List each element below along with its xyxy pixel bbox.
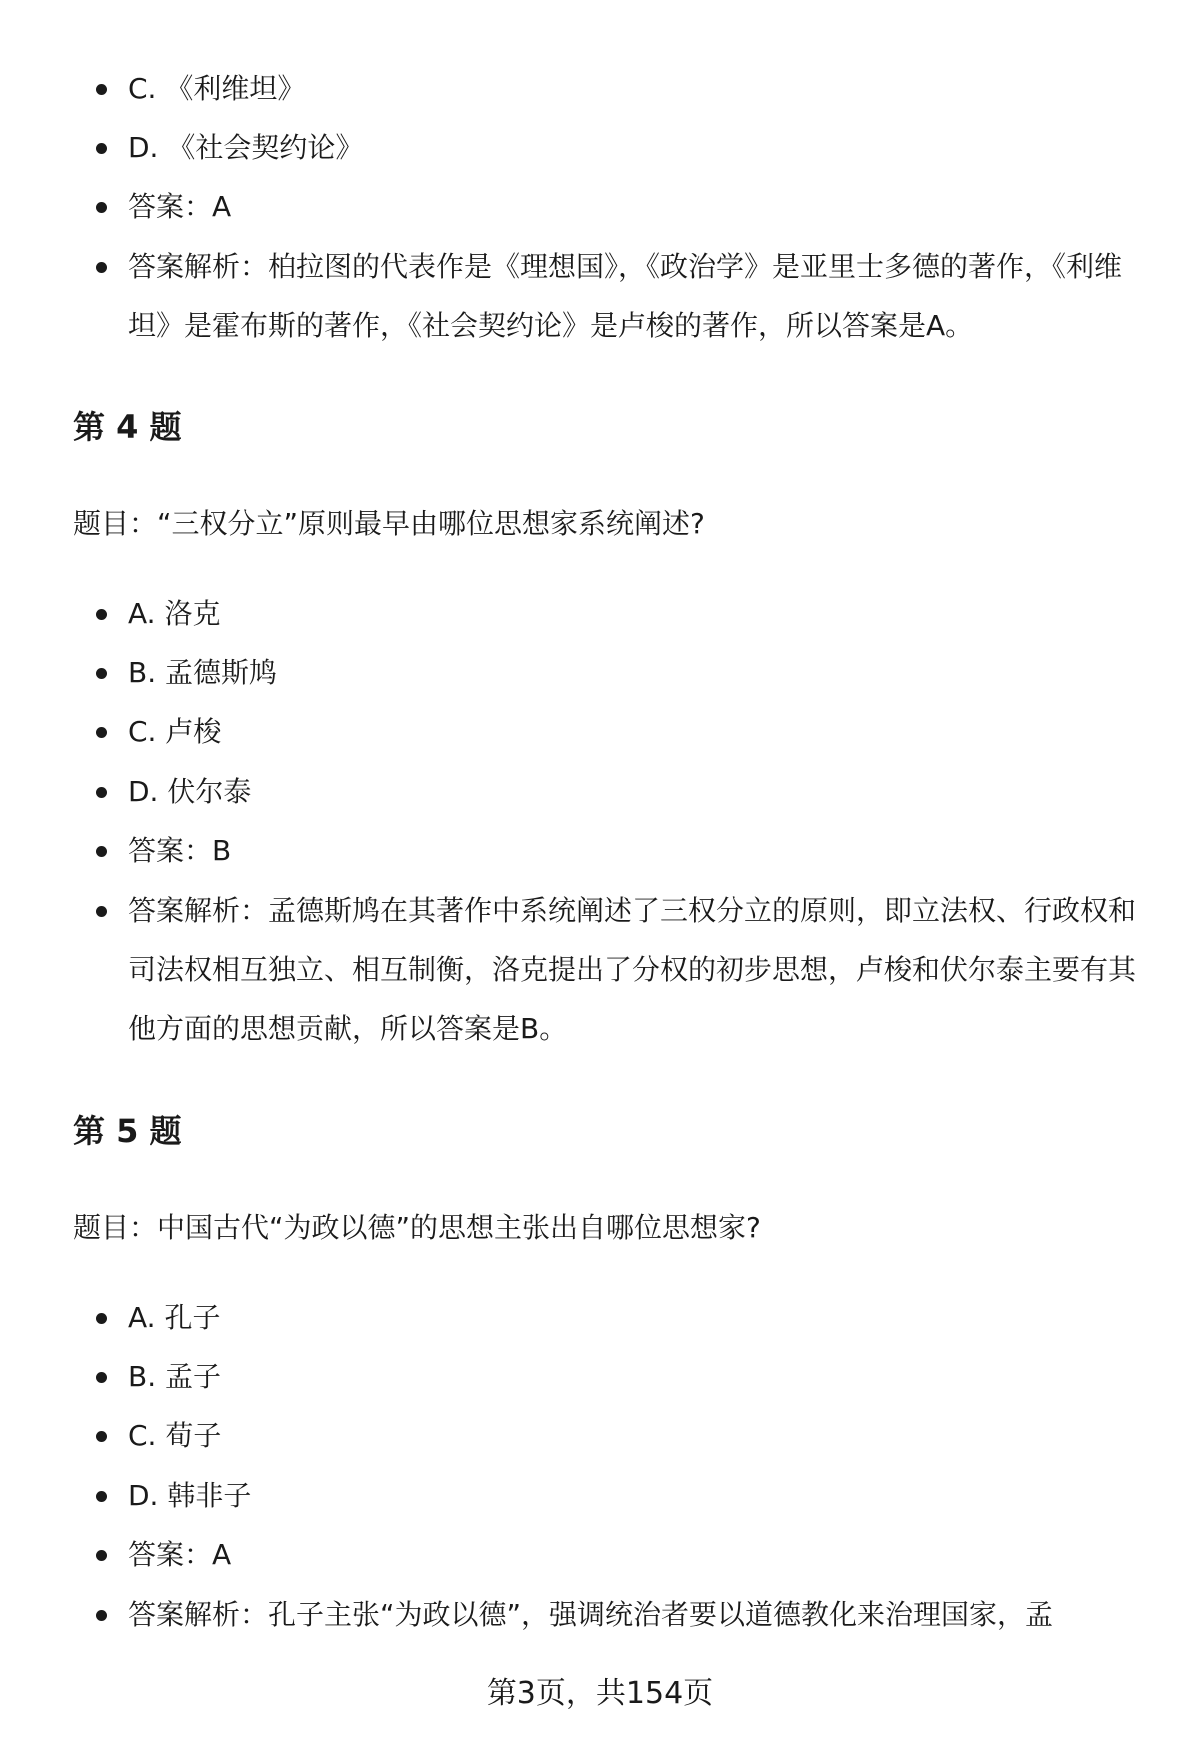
q3-option-c: C. 《利维坦》 — [128, 59, 1148, 119]
q4-answer: 答案：B — [128, 821, 1148, 881]
q4-heading: 第 4 题 — [73, 408, 182, 446]
q5-option-a: A. 孔子 — [128, 1288, 1148, 1348]
q5-option-c: C. 荀子 — [128, 1406, 1148, 1466]
q3-explanation: 答案解析：柏拉图的代表作是《理想国》，《政治学》是亚里士多德的著作，《利维坦》是霍布斯的著作，《社会契约论》是卢梭的著作，所以答案是A。 — [128, 237, 1148, 355]
q4-option-c: C. 卢梭 — [128, 702, 1148, 762]
q4-question: 题目：“三权分立”原则最早由哪位思想家系统阐述? — [73, 507, 705, 540]
q4-explanation: 答案解析：孟德斯鸠在其著作中系统阐述了三权分立的原则，即立法权、行政权和司法权相互独立、相互制衡，洛克提出了分权的初步思想，卢梭和伏尔泰主要有其他方面的思想贡献，所以答案是B。 — [128, 881, 1148, 1058]
q5-heading: 第 5 题 — [73, 1112, 182, 1150]
q4-option-d: D. 伏尔泰 — [128, 762, 1148, 822]
q4-option-b: B. 孟德斯鸠 — [128, 643, 1148, 703]
q5-option-b: B. 孟子 — [128, 1347, 1148, 1407]
page-number-footer: 第3页，共154页 — [486, 1676, 714, 1711]
q5-answer: 答案：A — [128, 1525, 1148, 1585]
q4-option-a: A. 洛克 — [128, 584, 1148, 644]
q3-option-d: D. 《社会契约论》 — [128, 118, 1148, 178]
q5-explanation: 答案解析：孔子主张“为政以德”，强调统治者要以道德教化来治理国家，孟 — [128, 1585, 1148, 1644]
q5-question: 题目：中国古代“为政以德”的思想主张出自哪位思想家? — [73, 1211, 761, 1244]
q5-option-d: D. 韩非子 — [128, 1466, 1148, 1526]
q3-answer: 答案：A — [128, 177, 1148, 237]
